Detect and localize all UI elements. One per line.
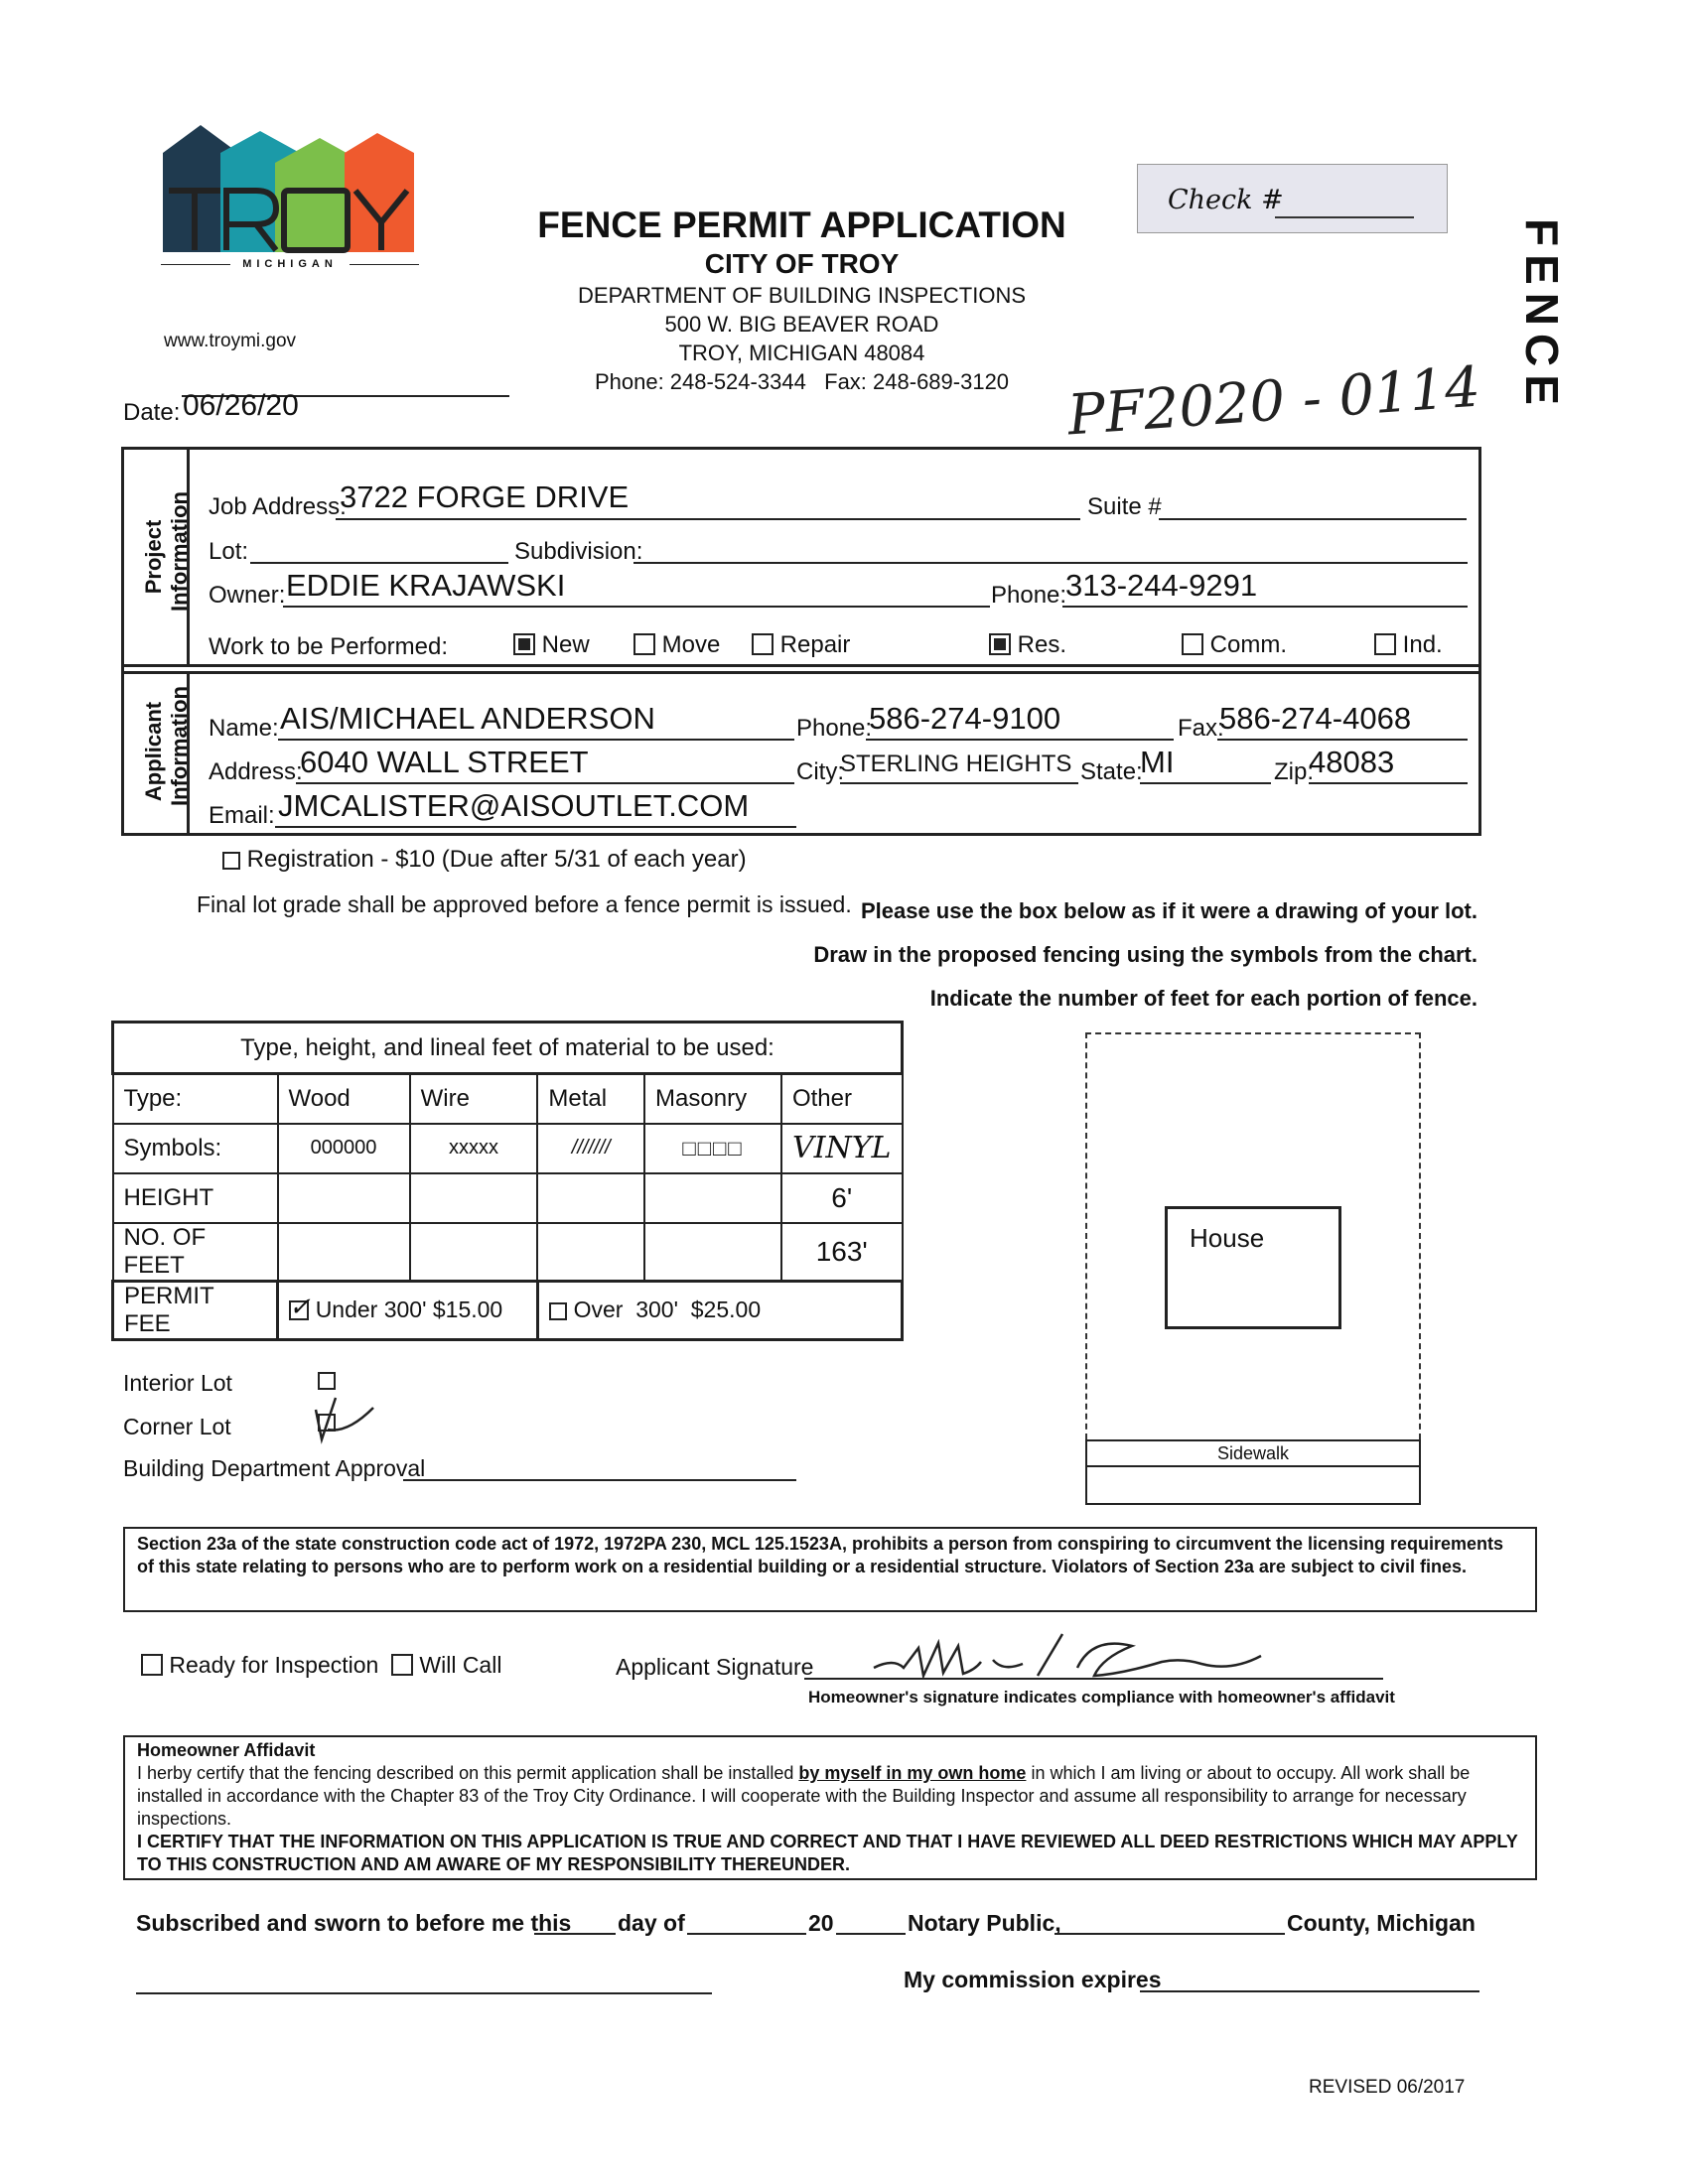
type-label: Type:	[113, 1074, 278, 1124]
day-of-label: day of	[618, 1910, 685, 1936]
applicant-phone-field[interactable]	[866, 739, 1174, 741]
applicant-fax-value: 586-274-4068	[1219, 701, 1412, 736]
symbol-masonry: □□□□	[644, 1124, 781, 1173]
applicant-state-field[interactable]	[1140, 782, 1271, 784]
applicant-phone-label: Phone:	[796, 715, 873, 742]
applicant-fax-field[interactable]	[1217, 739, 1468, 741]
project-section-label: Project Information	[141, 491, 192, 612]
notary-county-field[interactable]	[1055, 1933, 1285, 1935]
material-table-caption: Type, height, and lineal feet of material to be used:	[113, 1023, 903, 1074]
lot-label: Lot:	[209, 538, 249, 565]
work-label: Work to be Performed:	[209, 633, 448, 660]
affidavit-text: I herby certify that the fencing described on this permit application shall be installed by myself in my own home in which I am living or about to occupy. All work shall be installed in accordance with the Chapter 83 of the Troy City Ordinance. I will cooperate with the Building Inspector and assume all responsibility to arrange for necessary inspections.	[137, 1763, 1471, 1829]
notary-signature-field[interactable]	[136, 1992, 712, 1994]
instruction-3: Indicate the number of feet for each portion of fence.	[929, 986, 1477, 1011]
city-name: CITY OF TROY	[704, 248, 900, 279]
type-other: Other	[781, 1074, 903, 1124]
department: DEPARTMENT OF BUILDING INSPECTIONS	[577, 283, 1027, 308]
registration-option[interactable]: Registration - $10 (Due after 5/31 of each year)	[222, 846, 747, 874]
applicant-section-label: Applicant Information	[141, 686, 192, 806]
sidewalk-box	[1085, 1439, 1421, 1505]
check-label: Check #	[1168, 185, 1284, 215]
sworn-year-field[interactable]	[836, 1933, 906, 1935]
fee-over-option[interactable]: Over 300' $25.00	[537, 1281, 902, 1339]
symbol-other[interactable]: VINYL	[781, 1124, 903, 1173]
year-prefix: 20	[808, 1910, 834, 1936]
registration-checkbox[interactable]	[222, 852, 240, 870]
commission-label: My commission expires	[904, 1967, 1162, 1992]
check-number-line[interactable]	[1275, 216, 1414, 218]
instruction-2: Draw in the proposed fencing using the symbols from the chart.	[813, 942, 1477, 967]
owner-field[interactable]	[283, 606, 990, 608]
job-address-value: 3722 FORGE DRIVE	[340, 479, 630, 514]
feet-other[interactable]: 163'	[781, 1223, 903, 1282]
feet-masonry[interactable]	[644, 1223, 781, 1282]
applicant-phone-value: 586-274-9100	[869, 701, 1061, 736]
suite-field[interactable]	[1159, 518, 1467, 520]
dept-phone: Phone: 248-524-3344 Fax: 248-689-3120	[594, 369, 1010, 394]
interior-lot-checkbox[interactable]	[318, 1372, 336, 1390]
new-checkbox[interactable]	[513, 633, 535, 655]
symbol-metal: ///////	[537, 1124, 644, 1173]
applicant-state-label: State:	[1080, 758, 1143, 785]
revised-date: REVISED 06/2017	[1309, 2077, 1466, 2098]
subdivision-field[interactable]	[633, 562, 1468, 564]
approval-label: Building Department Approval	[123, 1455, 426, 1481]
sidewalk-label: Sidewalk	[1216, 1443, 1290, 1463]
will-call-checkbox[interactable]	[391, 1654, 413, 1676]
applicant-zip-value: 48083	[1309, 745, 1395, 779]
repair-checkbox[interactable]	[752, 633, 774, 655]
page-title: FENCE PERMIT APPLICATION	[537, 205, 1066, 245]
affidavit-title: Homeowner Affidavit	[137, 1740, 316, 1760]
applicant-fax-label: Fax:	[1178, 715, 1224, 742]
owner-phone-value: 313-244-9291	[1065, 568, 1258, 603]
date-value: 06/26/20	[183, 389, 299, 422]
type-masonry: Masonry	[644, 1074, 781, 1124]
affidavit-certify: I CERTIFY THAT THE INFORMATION ON THIS APPLICATION IS TRUE AND CORRECT AND THAT I HAVE REVIEWED ALL DEED RESTRICTIONS WHICH MAY APPLY TO THIS CONSTRUCTION AND AM AWARE OF MY RESPONSIBILITY THEREUNDER.	[137, 1832, 1518, 1874]
applicant-address-value: 6040 WALL STREET	[300, 745, 589, 779]
feet-label: NO. OF FEET	[113, 1223, 278, 1282]
applicant-signature	[864, 1628, 1321, 1688]
feet-wire[interactable]	[410, 1223, 538, 1282]
sworn-day-field[interactable]	[534, 1933, 616, 1935]
county-label: County, Michigan	[1287, 1910, 1476, 1936]
material-table	[111, 1021, 904, 1341]
applicant-city-label: City:	[796, 758, 844, 785]
sworn-label: Subscribed and sworn to before me this	[136, 1910, 572, 1936]
will-call-option[interactable]: Will Call	[391, 1652, 501, 1679]
notary-public-label: Notary Public,	[908, 1910, 1061, 1936]
troy-logo	[161, 123, 419, 272]
type-wood: Wood	[278, 1074, 410, 1124]
comm-checkbox[interactable]	[1182, 633, 1203, 655]
applicant-email-label: Email:	[209, 802, 275, 829]
interior-lot-label: Interior Lot	[123, 1370, 232, 1396]
height-wood[interactable]	[278, 1173, 410, 1223]
symbol-wood: 000000	[278, 1124, 410, 1173]
applicant-zip-label: Zip:	[1274, 758, 1315, 785]
applicant-name-field[interactable]	[278, 739, 794, 741]
fee-under-checkbox[interactable]: ✓	[289, 1292, 311, 1322]
date-label: Date:	[123, 399, 181, 426]
ind-checkbox[interactable]	[1374, 633, 1396, 655]
applicant-city-value: STERLING HEIGHTS	[840, 751, 1072, 777]
suite-label: Suite #	[1087, 493, 1162, 520]
applicant-address-field[interactable]	[296, 782, 794, 784]
dept-address2: TROY, MICHIGAN 48084	[678, 341, 925, 365]
work-repair[interactable]: Repair	[752, 631, 850, 659]
applicant-name-label: Name:	[209, 715, 279, 742]
commission-field[interactable]	[1140, 1990, 1479, 1992]
type-metal: Metal	[537, 1074, 644, 1124]
corner-lot-check-mark	[308, 1390, 387, 1449]
signature-label: Applicant Signature	[616, 1654, 814, 1680]
work-comm[interactable]: Comm.	[1182, 631, 1287, 659]
applicant-state-value: MI	[1140, 745, 1175, 779]
website: www.troymi.gov	[164, 331, 297, 351]
lot-field[interactable]	[250, 562, 508, 564]
homeowner-affidavit-box	[123, 1735, 1537, 1880]
work-ind[interactable]: Ind.	[1374, 631, 1443, 659]
fee-over-checkbox[interactable]	[549, 1302, 567, 1320]
height-masonry[interactable]	[644, 1173, 781, 1223]
applicant-email-value: JMCALISTER@AISOUTLET.COM	[278, 788, 750, 823]
height-metal[interactable]	[537, 1173, 644, 1223]
res-checkbox[interactable]	[989, 633, 1011, 655]
feet-metal[interactable]	[537, 1223, 644, 1282]
instruction-1: Please use the box below as if it were a drawing of your lot.	[860, 898, 1477, 923]
height-other[interactable]: 6'	[781, 1173, 903, 1223]
signature-note: Homeowner's signature indicates compliance with homeowner's affidavit	[808, 1688, 1395, 1706]
feet-wood[interactable]	[278, 1223, 410, 1282]
troy-logo-graphic	[161, 123, 419, 272]
height-label: HEIGHT	[113, 1173, 278, 1223]
applicant-email-field[interactable]	[275, 826, 796, 828]
work-new[interactable]: New	[513, 631, 590, 659]
job-address-field[interactable]	[336, 518, 1080, 520]
side-label-fence: FENCE	[1516, 218, 1568, 413]
ready-for-inspection-checkbox[interactable]	[141, 1654, 163, 1676]
logo-subtitle: MICHIGAN	[242, 258, 338, 270]
owner-phone-field[interactable]	[1062, 606, 1468, 608]
approval-field[interactable]	[403, 1479, 796, 1481]
height-wire[interactable]	[410, 1173, 538, 1223]
applicant-address-label: Address:	[209, 758, 303, 785]
applicant-zip-field[interactable]	[1309, 782, 1468, 784]
ready-for-inspection-option[interactable]: Ready for Inspection	[141, 1652, 378, 1679]
section-23a-notice: Section 23a of the state construction code act of 1972, 1972PA 230, MCL 125.1523A, prohibits a person from conspiring to circumvent the licensing requirements of this state relating to persons who are to perform work on a residential building or a residential structure. Violators of Section 23a are subject to civil fines.	[123, 1527, 1537, 1612]
subdivision-label: Subdivision:	[514, 538, 643, 565]
symbol-wire: xxxxx	[410, 1124, 538, 1173]
house-box	[1165, 1206, 1341, 1329]
work-res[interactable]: Res.	[989, 631, 1066, 659]
move-checkbox[interactable]	[633, 633, 655, 655]
type-wire: Wire	[410, 1074, 538, 1124]
job-address-label: Job Address:	[209, 493, 347, 520]
permit-fee-label: PERMIT FEE	[113, 1281, 278, 1339]
applicant-name-value: AIS/MICHAEL ANDERSON	[280, 701, 655, 736]
check-number-box	[1137, 164, 1448, 233]
owner-label: Owner:	[209, 582, 286, 609]
dept-address1: 500 W. BIG BEAVER ROAD	[664, 312, 939, 337]
applicant-city-field[interactable]	[840, 782, 1078, 784]
owner-phone-label: Phone:	[991, 582, 1067, 609]
house-label: House	[1190, 1223, 1265, 1253]
permit-number: PF2020 - 0114	[1065, 354, 1482, 449]
sworn-month-field[interactable]	[687, 1933, 806, 1935]
corner-lot-label: Corner Lot	[123, 1414, 231, 1439]
owner-value: EDDIE KRAJAWSKI	[286, 568, 566, 603]
final-grade-note: Final lot grade shall be approved before a fence permit is issued.	[197, 891, 852, 917]
symbols-label: Symbols:	[113, 1124, 278, 1173]
work-move[interactable]: Move	[633, 631, 720, 659]
fee-under-option[interactable]: ✓ Under 300' $15.00	[278, 1281, 538, 1339]
